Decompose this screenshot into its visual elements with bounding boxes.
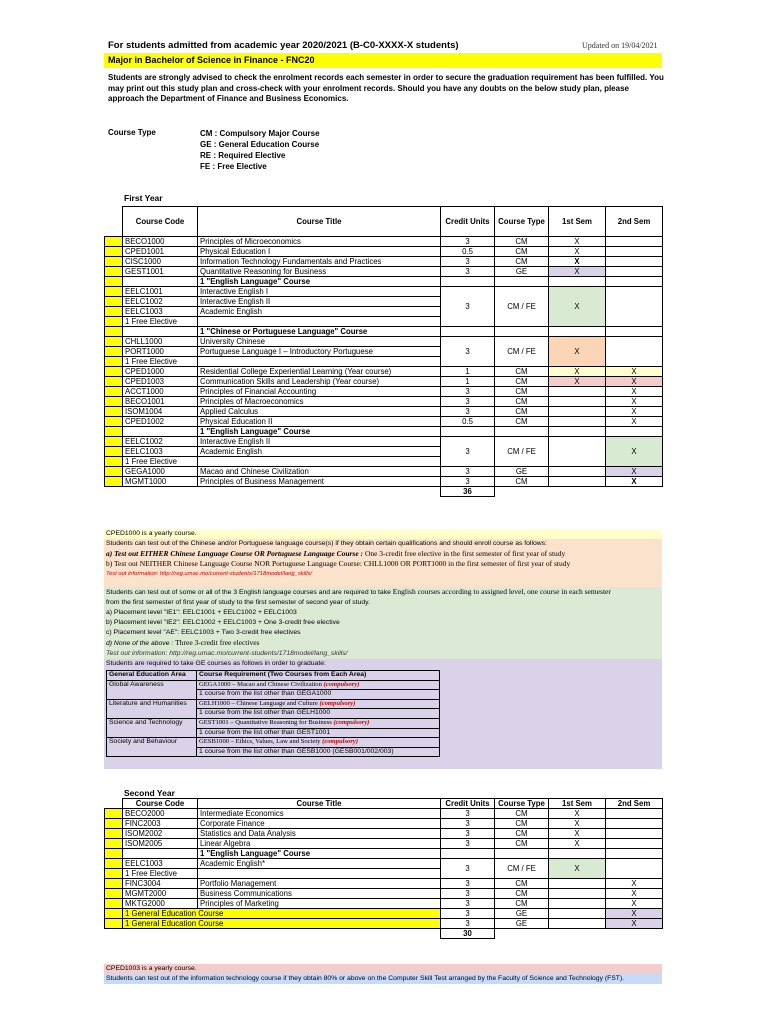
ge-row: Literature and Humanities GELH1000 – Chinese Language and Culture (compulsory) xyxy=(107,699,440,709)
note-cped1000: CPED1000 is a yearly course. xyxy=(104,529,662,539)
note-language-block xyxy=(104,539,662,588)
table-row: EELC1003 Academic English* 3 CM / FE X xyxy=(105,859,663,869)
table-row: EELC1002 Interactive English II 3 CM / FE X xyxy=(105,437,663,447)
eng-level-d: d) None of the above : Three 3-credit free electives xyxy=(106,638,260,647)
table-row: EELC1003 Academic English xyxy=(105,307,663,317)
table-row: ISOM2002 Statistics and Data Analysis 3 CM X xyxy=(105,829,663,839)
table-row: FINC2003 Corporate Finance 3 CM X xyxy=(105,819,663,829)
table-row: EELC1001 Interactive English I 3 CM / FE X xyxy=(105,287,663,297)
table-row: ISOM2005 Linear Algebra 3 CM X xyxy=(105,839,663,849)
table-row: CPED1003 Communication Skills and Leadership (Year course) 1 CM X X xyxy=(105,377,663,387)
ge-row: Society and Behaviour GESB1000 – Ethics, Values, Law and Society (compulsory) xyxy=(107,738,440,748)
ge-row: Science and Technology GEST1001 – Quantitative Reasoning for Business (compulsory) xyxy=(107,718,440,728)
note-english-block: Students can test out of some or all of the 3 English language courses and are required to take English courses according to assigned level, one course in each semester from the first semester of first year of study to the first semester of second year of study. a) Placement level "IE1": EELC1001 + EELC1002 + EELC1003 b) Placement level "IE2": EELC1002 + EELC1003 + One 3-credit free elective c) Placement level "AE": EELC1003 + Two 3-credit free electives d) None of the above : Three 3-credit free electives Test out information: http://reg.umac.mo/current-students/1718model/lang_skills/ xyxy=(104,587,662,659)
table-header-row xyxy=(105,207,663,237)
legend-fe: FE : Free Elective xyxy=(200,162,267,171)
table-row: 1 Free Elective xyxy=(105,317,663,327)
legend-ge: GE : General Education Course xyxy=(200,140,320,149)
lang-info-link[interactable]: Test out information: http://reg.umac.mo/current-students/1718model/lang_skills/ xyxy=(106,571,313,577)
lang-intro: Students can test out of the Chinese and/or Portuguese language course(s) if they obtain certain qualifications and should enroll course as follows: xyxy=(106,540,547,547)
table-row: PORT1000 Portuguese Language I – Introductory Portuguese xyxy=(105,347,663,357)
table-row: ACCT1000 Principles of Financial Accounting 3 CM X xyxy=(105,387,663,397)
eng-info-link[interactable]: Test out information: http://reg.umac.mo/current-students/1718model/lang_skills/ xyxy=(106,650,348,657)
updated-date: Updated on 19/04/2021 xyxy=(582,41,658,50)
lang-option-a: a) Test out EITHER Chinese Language Course OR Portuguese Language Course : One 3-credit free elective in the first semester of first year of study xyxy=(106,549,566,558)
course-type-legend xyxy=(200,128,320,172)
first-year-table xyxy=(104,206,663,497)
table-header-row: Course Code Course Title Credit Units Course Type 1st Sem 2nd Sem xyxy=(105,799,663,809)
table-row: GEGA1000 Macao and Chinese Civilization 3 GE X xyxy=(105,467,663,477)
first-year-label: First Year xyxy=(124,193,163,203)
table-row: 1 "Chinese or Portuguese Language" Course xyxy=(105,327,663,337)
table-row: CPED1000 Residential College Experiential Learning (Year course) 1 CM X X xyxy=(105,367,663,377)
table-row: GEST1001 Quantitative Reasoning for Business 3 GE X xyxy=(105,267,663,277)
table-row: MGMT2000 Business Communications 3 CM X xyxy=(105,889,663,899)
second-year-label: Second Year xyxy=(124,788,175,798)
table-row: EELC1002 Interactive English II xyxy=(105,297,663,307)
table-row: CPED1001 Physical Education I 0.5 CM X xyxy=(105,247,663,257)
col-course-type: Course Type xyxy=(495,207,549,237)
table-row: CISC1000 Information Technology Fundamentals and Practices 3 CM X xyxy=(105,257,663,267)
ge-header-row: General Education Area Course Requirement (Two Courses from Each Area) xyxy=(107,671,440,681)
table-row: 1 Free Elective xyxy=(105,869,663,879)
table-row: ISOM1004 Applied Calculus 3 CM X xyxy=(105,407,663,417)
ge-row: Global Awareness GEGA1000 – Macao and Chinese Civilization (compulsory) xyxy=(107,680,440,690)
eng-intro: Students can test out of some or all of the 3 English language courses and are required to take English courses according to assigned level, one course in each semester xyxy=(106,587,611,596)
table-row: 1 "English Language" Course xyxy=(105,849,663,859)
table-row: 1 "English Language" Course xyxy=(105,277,663,287)
major-title: Major in Bachelor of Science in Finance - FNC20 xyxy=(104,53,662,68)
table-row: CPED1002 Physical Education II 0.5 CM X xyxy=(105,417,663,427)
advice-text: Students are strongly advised to check the enrolment records each semester in order to secure the graduation requirement has been fulfilled. You may print out this study plan and cross-check with your enrolment records. Should you have any doubts on the below study plan, please approach the Department of Finance and Business Economics. xyxy=(108,73,664,103)
page-heading: For students admitted from academic year 2020/2021 (B-C0-XXXX-X students) xyxy=(108,40,459,51)
col-2nd-sem: 2nd Sem xyxy=(606,207,663,237)
table-row: BECO1000 Principles of Microeconomics 3 CM X xyxy=(105,237,663,247)
table-row: 1 Free Elective xyxy=(105,457,663,467)
second-year-total: 30 xyxy=(441,929,495,939)
col-credit-units: Credit Units xyxy=(441,207,495,237)
eng-level-b: b) Placement level "IE2": EELC1002 + EELC1003 + One 3-credit free elective xyxy=(106,619,340,626)
table-row: 1 General Education Course 3 GE X xyxy=(105,909,663,919)
table-row: 1 Free Elective xyxy=(105,357,663,367)
ge-intro: Students are required to take GE courses as follows in order to graduate: xyxy=(106,660,326,667)
ge-requirement-table: General Education Area Course Requirement (Two Courses from Each Area) Global Awareness GEGA1000 – Macao and Chinese Civilization (compulsory) 1 course from the list other than GEGA1000 Literature and Humanities GELH1000 – Chinese Language and Culture (compulsory) 1 course from the list other than GELH1000 Science and Technology GEST1001 – Quantitative Reasoning for Business (compulsory) 1 course from the list other than GEST1001 Society and Behaviour GESB1000 – Ethics, Values, Law and Society (compulsory) 1 course from the list other than GESB1000 (GESB001/002/003) xyxy=(106,670,440,757)
total-row xyxy=(105,487,663,497)
course-type-label: Course Type xyxy=(108,128,156,137)
table-row: 1 General Education Course 3 GE X xyxy=(105,919,663,929)
legend-re: RE : Required Elective xyxy=(200,151,286,160)
col-1st-sem: 1st Sem xyxy=(549,207,606,237)
table-row: BECO2000 Intermediate Economics 3 CM X xyxy=(105,809,663,819)
note-cped1003: CPED1003 is a yearly course. xyxy=(104,964,662,974)
table-row: 1 "English Language" Course xyxy=(105,427,663,437)
eng-level-c: c) Placement level "AE": EELC1003 + Two 3-credit free electives xyxy=(106,629,301,636)
table-row: BECO1001 Principles of Macroeconomics 3 CM X xyxy=(105,397,663,407)
table-row: MKTG2000 Principles of Marketing 3 CM X xyxy=(105,899,663,909)
table-row: FINC3004 Portfolio Management 3 CM X xyxy=(105,879,663,889)
col-course-title: Course Title xyxy=(198,207,441,237)
total-row xyxy=(105,929,663,939)
second-year-table xyxy=(104,798,663,939)
table-row: MGMT1000 Principles of Business Management 3 CM X xyxy=(105,477,663,487)
col-course-code: Course Code xyxy=(123,207,198,237)
first-year-total: 36 xyxy=(441,487,495,497)
lang-option-b: b) Test out NEITHER Chinese Language Course NOR Portuguese Language Course: CHLL1000 OR PORT1000 in the first semester of first year of study xyxy=(106,559,571,568)
eng-level-a: a) Placement level "IE1": EELC1001 + EELC1002 + EELC1003 xyxy=(106,609,297,616)
table-row: EELC1003 Academic English xyxy=(105,447,663,457)
table-row: CHLL1000 University Chinese 3 CM / FE X xyxy=(105,337,663,347)
legend-cm: CM : Compulsory Major Course xyxy=(200,129,320,138)
note-it-testout: Students can test out of the information technology course if they obtain 80% or above on the Computer Skill Test arranged by the Faculty of Science and Technology (FST). xyxy=(104,974,662,984)
